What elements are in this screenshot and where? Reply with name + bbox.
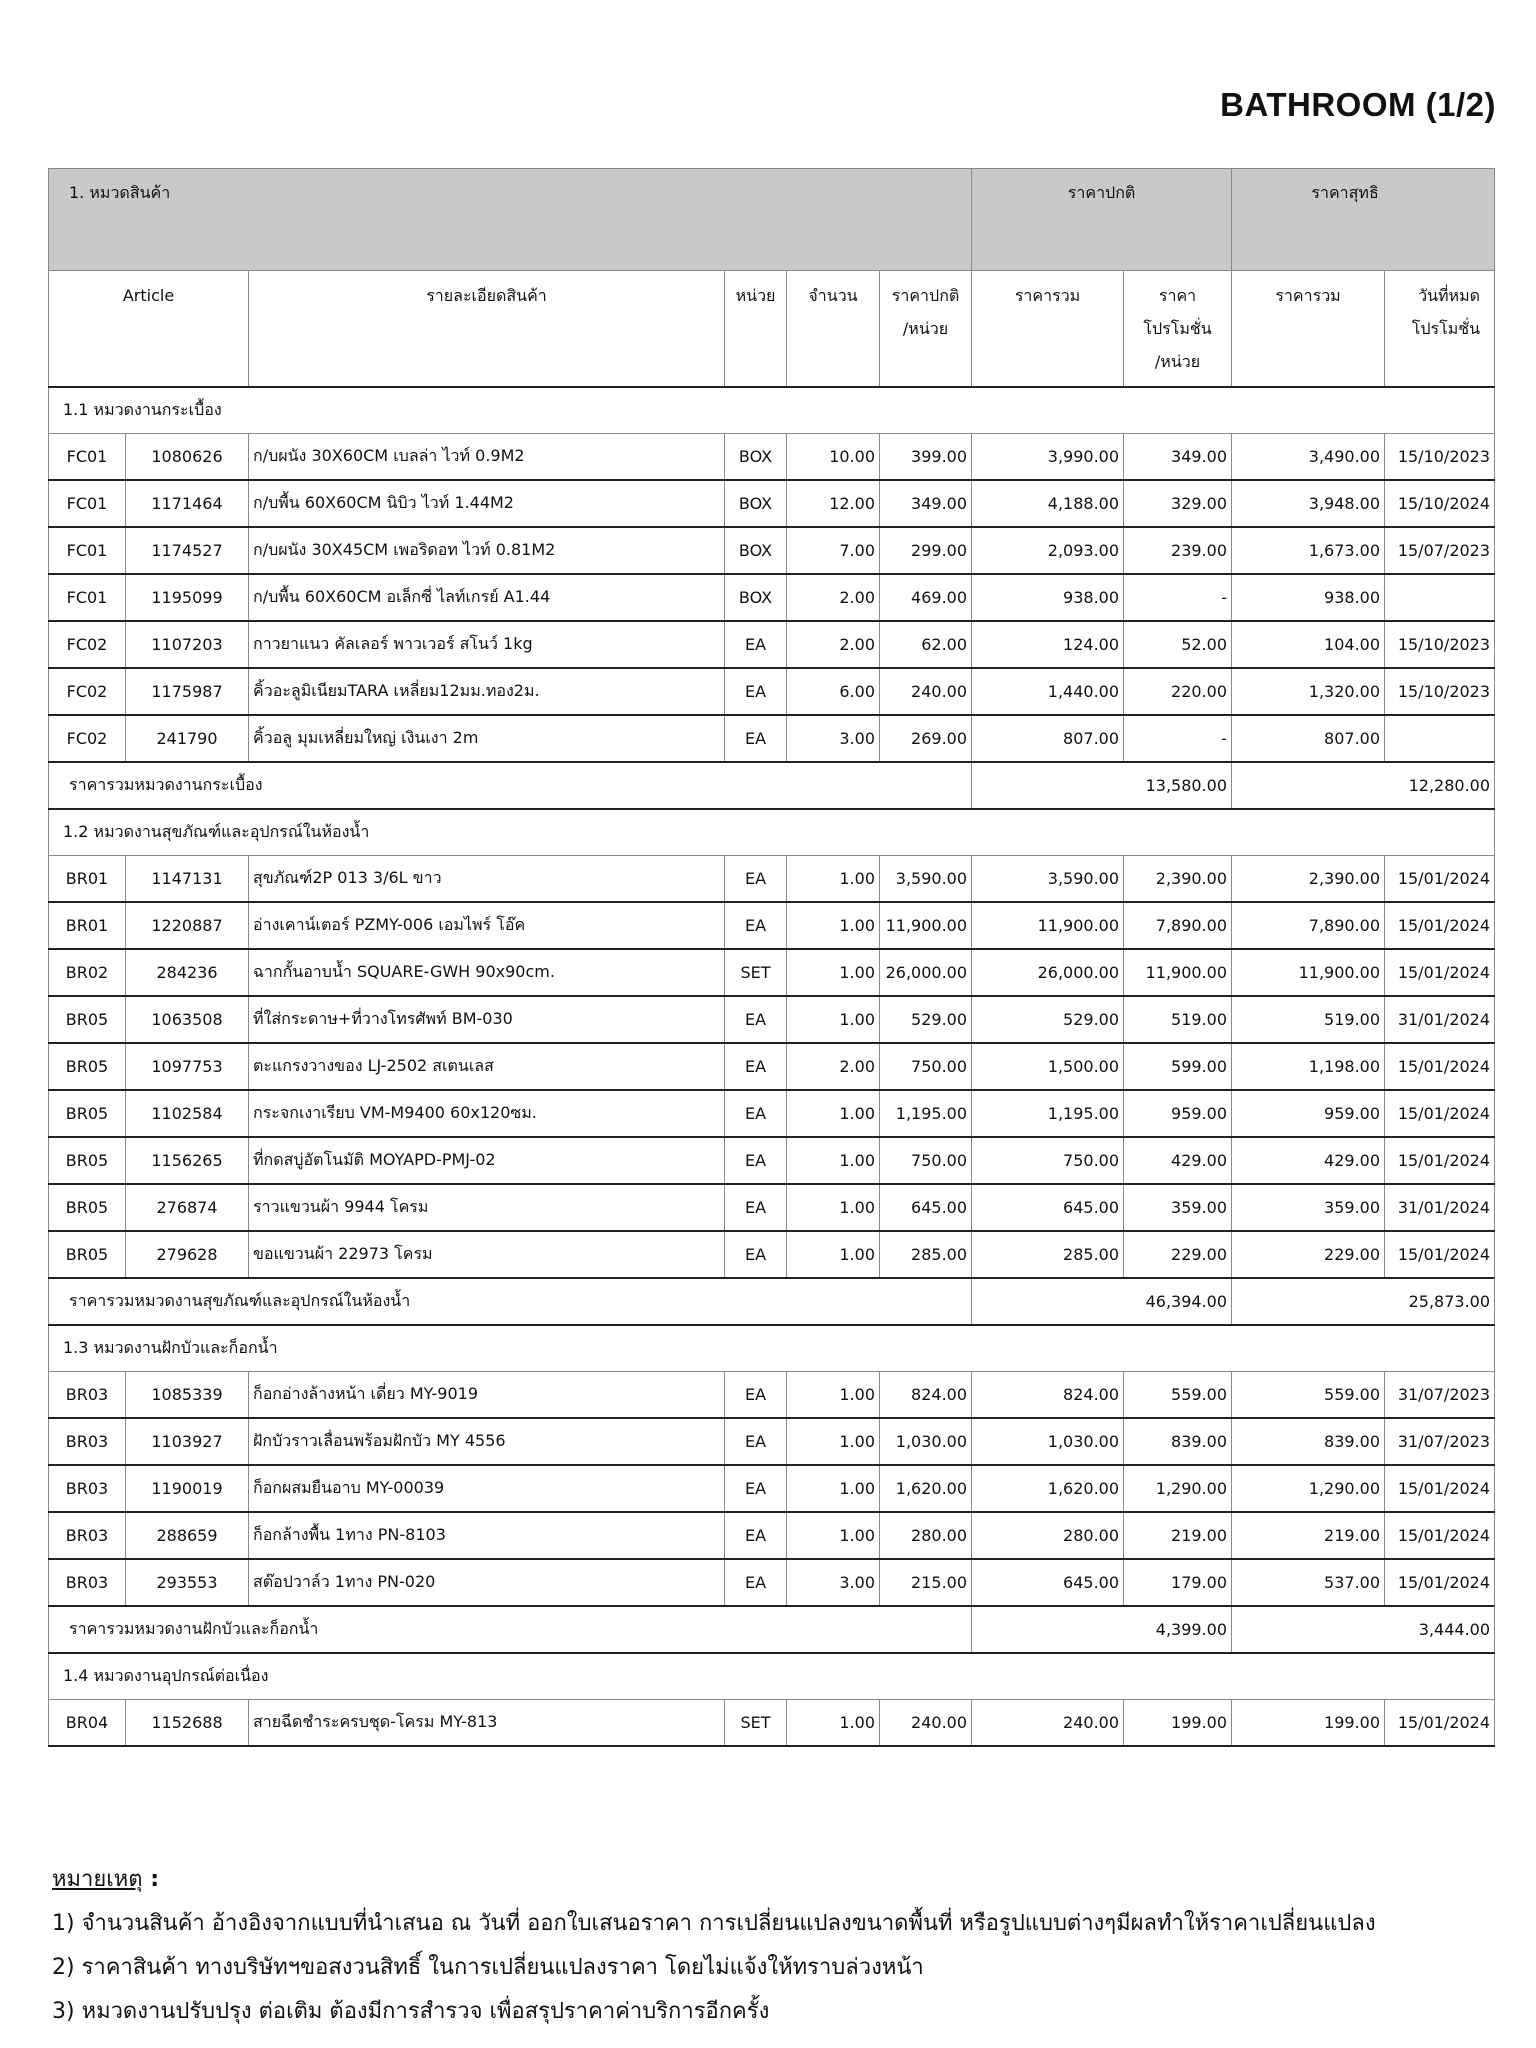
cell-total: 1,195.00 xyxy=(972,1090,1124,1137)
cell-description: สุขภัณฑ์2P 013 3/6L ขาว xyxy=(249,856,725,903)
cell-unit-price: 215.00 xyxy=(880,1559,972,1606)
cell-qty: 3.00 xyxy=(787,715,880,762)
cell-promo-total: 11,900.00 xyxy=(1232,949,1385,996)
cell-total: 3,990.00 xyxy=(972,434,1124,481)
cell-qty: 2.00 xyxy=(787,574,880,621)
table-row xyxy=(49,1512,1495,1559)
cell-code: BR03 xyxy=(49,1512,126,1559)
cell-promo-end: 15/01/2024 xyxy=(1385,1137,1495,1184)
cell-unit: EA xyxy=(725,996,787,1043)
cell-promo-price: - xyxy=(1124,574,1232,621)
cell-promo-end: 15/10/2023 xyxy=(1385,434,1495,481)
col-promo-price-l1: ราคา xyxy=(1158,286,1197,305)
cell-promo-total: 7,890.00 xyxy=(1232,902,1385,949)
cell-code: FC01 xyxy=(49,527,126,574)
cell-qty: 7.00 xyxy=(787,527,880,574)
cell-promo-end: 15/01/2024 xyxy=(1385,1700,1495,1747)
cell-code: FC02 xyxy=(49,668,126,715)
cell-total: 4,188.00 xyxy=(972,480,1124,527)
cell-promo-total: 1,320.00 xyxy=(1232,668,1385,715)
cell-promo-total: 229.00 xyxy=(1232,1231,1385,1278)
cell-promo-end: 15/01/2024 xyxy=(1385,1090,1495,1137)
cell-article: 1195099 xyxy=(126,574,249,621)
cell-unit-price: 349.00 xyxy=(880,480,972,527)
cell-unit: EA xyxy=(725,1559,787,1606)
cell-unit: EA xyxy=(725,1418,787,1465)
cell-unit: SET xyxy=(725,949,787,996)
cell-article: 1171464 xyxy=(126,480,249,527)
table-row xyxy=(49,715,1495,762)
cell-unit: BOX xyxy=(725,480,787,527)
cell-total: 529.00 xyxy=(972,996,1124,1043)
cell-qty: 1.00 xyxy=(787,1418,880,1465)
table-row xyxy=(49,668,1495,715)
subtotal-total: 4,399.00 xyxy=(972,1606,1232,1653)
cell-qty: 2.00 xyxy=(787,621,880,668)
cell-promo-total: 2,390.00 xyxy=(1232,856,1385,903)
category-header: 1. หมวดสินค้า xyxy=(49,169,972,271)
cell-unit: EA xyxy=(725,1512,787,1559)
cell-promo-total: 938.00 xyxy=(1232,574,1385,621)
cell-code: BR01 xyxy=(49,902,126,949)
cell-unit: EA xyxy=(725,902,787,949)
subtotal-total: 13,580.00 xyxy=(972,762,1232,809)
cell-description: ก/บพื้น 60X60CM นิบิว ไวท์ 1.44M2 xyxy=(249,480,725,527)
col-qty: จำนวน xyxy=(787,271,880,388)
col-promo-total: ราคารวม xyxy=(1232,271,1385,388)
cell-description: คิ้วอะลูมิเนียมTARA เหลี่ยม12มม.ทอง2ม. xyxy=(249,668,725,715)
cell-unit-price: 269.00 xyxy=(880,715,972,762)
cell-unit: EA xyxy=(725,1184,787,1231)
cell-code: FC02 xyxy=(49,715,126,762)
cell-description: ก็อกล้างพื้น 1ทาง PN-8103 xyxy=(249,1512,725,1559)
cell-promo-end: 15/01/2024 xyxy=(1385,949,1495,996)
cell-promo-price: 179.00 xyxy=(1124,1559,1232,1606)
cell-article: 1156265 xyxy=(126,1137,249,1184)
cell-qty: 1.00 xyxy=(787,1231,880,1278)
note-line: 2) ราคาสินค้า ทางบริษัทฯขอสงวนสิทธิ์ ในการเปลี่ยนแปลงราคา โดยไม่แจ้งให้ทราบล่วงหน้า xyxy=(52,1955,924,1980)
cell-total: 645.00 xyxy=(972,1184,1124,1231)
cell-description: ฝักบัวราวเลื่อนพร้อมฝักบัว MY 4556 xyxy=(249,1418,725,1465)
cell-description: ที่กดสบู่อัตโนมัติ MOYAPD-PMJ-02 xyxy=(249,1137,725,1184)
cell-total: 824.00 xyxy=(972,1372,1124,1419)
cell-promo-total: 807.00 xyxy=(1232,715,1385,762)
cell-unit: EA xyxy=(725,1465,787,1512)
column-header-row xyxy=(49,271,1495,388)
cell-qty: 1.00 xyxy=(787,902,880,949)
cell-promo-end: 31/07/2023 xyxy=(1385,1372,1495,1419)
cell-promo-price: 359.00 xyxy=(1124,1184,1232,1231)
section-header-row xyxy=(49,387,1495,434)
subtotal-promo-total: 3,444.00 xyxy=(1232,1606,1495,1653)
section-title: 1.3 หมวดงานฝักบัวและก็อกน้ำ xyxy=(49,1325,1495,1372)
table-row xyxy=(49,1465,1495,1512)
cell-promo-price: 329.00 xyxy=(1124,480,1232,527)
cell-qty: 6.00 xyxy=(787,668,880,715)
cell-unit-price: 529.00 xyxy=(880,996,972,1043)
cell-promo-total: 359.00 xyxy=(1232,1184,1385,1231)
cell-code: BR03 xyxy=(49,1418,126,1465)
cell-description: อ่างเคาน์เตอร์ PZMY-006 เอมไพร์ โอ๊ค xyxy=(249,902,725,949)
table-row xyxy=(49,856,1495,903)
table-row xyxy=(49,1184,1495,1231)
cell-code: BR01 xyxy=(49,856,126,903)
cell-promo-end: 15/01/2024 xyxy=(1385,1559,1495,1606)
page-title: BATHROOM (1/2) xyxy=(1220,86,1496,123)
cell-promo-price: 2,390.00 xyxy=(1124,856,1232,903)
cell-total: 1,620.00 xyxy=(972,1465,1124,1512)
col-unit-price-l2: /หน่วย xyxy=(902,319,949,338)
col-article: Article xyxy=(49,271,249,388)
cell-unit-price: 240.00 xyxy=(880,1700,972,1747)
table-row xyxy=(49,1559,1495,1606)
cell-description: ก/บผนัง 30X45CM เพอริดอท ไวท์ 0.81M2 xyxy=(249,527,725,574)
cell-promo-price: 7,890.00 xyxy=(1124,902,1232,949)
col-unit-price xyxy=(880,271,972,388)
cell-promo-total: 199.00 xyxy=(1232,1700,1385,1747)
cell-promo-end: 15/10/2024 xyxy=(1385,480,1495,527)
cell-qty: 1.00 xyxy=(787,1090,880,1137)
cell-promo-price: - xyxy=(1124,715,1232,762)
cell-unit-price: 240.00 xyxy=(880,668,972,715)
notes-heading: หมายเหตุ xyxy=(52,1867,143,1892)
cell-qty: 1.00 xyxy=(787,1512,880,1559)
quotation-table xyxy=(48,168,1495,1747)
cell-qty: 1.00 xyxy=(787,1184,880,1231)
notes-heading-colon: : xyxy=(142,1867,160,1892)
section-title: 1.4 หมวดงานอุปกรณ์ต่อเนื่อง xyxy=(49,1653,1495,1700)
table-row xyxy=(49,902,1495,949)
cell-article: 293553 xyxy=(126,1559,249,1606)
cell-code: BR02 xyxy=(49,949,126,996)
cell-unit-price: 3,590.00 xyxy=(880,856,972,903)
cell-promo-total: 1,673.00 xyxy=(1232,527,1385,574)
cell-qty: 1.00 xyxy=(787,856,880,903)
cell-article: 1097753 xyxy=(126,1043,249,1090)
cell-unit-price: 750.00 xyxy=(880,1137,972,1184)
cell-promo-price: 199.00 xyxy=(1124,1700,1232,1747)
cell-unit-price: 399.00 xyxy=(880,434,972,481)
subtotal-label: ราคารวมหมวดงานฝักบัวและก็อกน้ำ xyxy=(49,1606,972,1653)
cell-unit-price: 285.00 xyxy=(880,1231,972,1278)
cell-article: 288659 xyxy=(126,1512,249,1559)
cell-promo-price: 11,900.00 xyxy=(1124,949,1232,996)
cell-unit-price: 11,900.00 xyxy=(880,902,972,949)
cell-article: 1190019 xyxy=(126,1465,249,1512)
cell-unit: EA xyxy=(725,1090,787,1137)
cell-total: 750.00 xyxy=(972,1137,1124,1184)
cell-promo-total: 104.00 xyxy=(1232,621,1385,668)
cell-total: 2,093.00 xyxy=(972,527,1124,574)
cell-description: คิ้วอลู มุมเหลี่ยมใหญ่ เงินเงา 2m xyxy=(249,715,725,762)
cell-promo-price: 559.00 xyxy=(1124,1372,1232,1419)
cell-unit-price: 1,030.00 xyxy=(880,1418,972,1465)
normal-price-header: ราคาปกติ xyxy=(972,169,1232,271)
subtotal-total: 46,394.00 xyxy=(972,1278,1232,1325)
cell-description: กาวยาแนว คัลเลอร์ พาวเวอร์ สโนว์ 1kg xyxy=(249,621,725,668)
subtotal-promo-total: 25,873.00 xyxy=(1232,1278,1495,1325)
cell-total: 280.00 xyxy=(972,1512,1124,1559)
cell-promo-end xyxy=(1385,574,1495,621)
cell-code: FC01 xyxy=(49,574,126,621)
table-row xyxy=(49,1372,1495,1419)
cell-qty: 1.00 xyxy=(787,1137,880,1184)
cell-total: 645.00 xyxy=(972,1559,1124,1606)
cell-total: 1,440.00 xyxy=(972,668,1124,715)
cell-unit: EA xyxy=(725,856,787,903)
table-row xyxy=(49,434,1495,481)
cell-article: 1220887 xyxy=(126,902,249,949)
section-header-row xyxy=(49,1325,1495,1372)
cell-qty: 10.00 xyxy=(787,434,880,481)
table-row xyxy=(49,621,1495,668)
section-header-row xyxy=(49,1653,1495,1700)
cell-promo-total: 559.00 xyxy=(1232,1372,1385,1419)
cell-unit-price: 824.00 xyxy=(880,1372,972,1419)
cell-promo-end: 15/01/2024 xyxy=(1385,902,1495,949)
cell-article: 1085339 xyxy=(126,1372,249,1419)
cell-article: 276874 xyxy=(126,1184,249,1231)
header-band-row xyxy=(49,169,1495,271)
cell-code: BR03 xyxy=(49,1465,126,1512)
subtotal-label: ราคารวมหมวดงานกระเบื้อง xyxy=(49,762,972,809)
cell-unit-price: 1,195.00 xyxy=(880,1090,972,1137)
cell-total: 938.00 xyxy=(972,574,1124,621)
cell-promo-end xyxy=(1385,715,1495,762)
col-unit-price-l1: ราคาปกติ xyxy=(891,286,960,305)
cell-promo-total: 959.00 xyxy=(1232,1090,1385,1137)
col-promo-end-l2: โปรโมชั่น xyxy=(1411,319,1481,338)
subtotal-row xyxy=(49,762,1495,809)
cell-article: 1175987 xyxy=(126,668,249,715)
col-unit: หน่วย xyxy=(725,271,787,388)
cell-description: ก็อกอ่างล้างหน้า เดี่ยว MY-9019 xyxy=(249,1372,725,1419)
table-row xyxy=(49,1043,1495,1090)
cell-promo-price: 349.00 xyxy=(1124,434,1232,481)
cell-article: 1102584 xyxy=(126,1090,249,1137)
cell-promo-end: 31/07/2023 xyxy=(1385,1418,1495,1465)
cell-promo-price: 220.00 xyxy=(1124,668,1232,715)
cell-code: FC01 xyxy=(49,480,126,527)
cell-unit-price: 469.00 xyxy=(880,574,972,621)
cell-code: BR05 xyxy=(49,996,126,1043)
cell-promo-end: 15/01/2024 xyxy=(1385,1512,1495,1559)
cell-promo-end: 15/10/2023 xyxy=(1385,621,1495,668)
cell-description: ฉากกั้นอาบน้ำ SQUARE-GWH 90x90cm. xyxy=(249,949,725,996)
cell-promo-price: 229.00 xyxy=(1124,1231,1232,1278)
cell-promo-total: 3,490.00 xyxy=(1232,434,1385,481)
cell-article: 1152688 xyxy=(126,1700,249,1747)
cell-unit-price: 299.00 xyxy=(880,527,972,574)
cell-qty: 1.00 xyxy=(787,1372,880,1419)
cell-unit: EA xyxy=(725,715,787,762)
section-title: 1.2 หมวดงานสุขภัณฑ์และอุปกรณ์ในห้องน้ำ xyxy=(49,809,1495,856)
subtotal-row xyxy=(49,1606,1495,1653)
table-row xyxy=(49,1700,1495,1747)
cell-article: 1147131 xyxy=(126,856,249,903)
cell-code: BR05 xyxy=(49,1184,126,1231)
cell-description: ก/บผนัง 30X60CM เบลล่า ไวท์ 0.9M2 xyxy=(249,434,725,481)
cell-promo-end: 15/07/2023 xyxy=(1385,527,1495,574)
cell-unit: BOX xyxy=(725,434,787,481)
cell-qty: 1.00 xyxy=(787,996,880,1043)
col-total: ราคารวม xyxy=(972,271,1124,388)
cell-unit: EA xyxy=(725,1372,787,1419)
cell-promo-price: 959.00 xyxy=(1124,1090,1232,1137)
cell-promo-price: 1,290.00 xyxy=(1124,1465,1232,1512)
section-title: 1.1 หมวดงานกระเบื้อง xyxy=(49,387,1495,434)
cell-description: ขอแขวนผ้า 22973 โครม xyxy=(249,1231,725,1278)
cell-code: BR05 xyxy=(49,1231,126,1278)
table-row xyxy=(49,1418,1495,1465)
cell-promo-end: 15/01/2024 xyxy=(1385,1043,1495,1090)
cell-promo-end: 31/01/2024 xyxy=(1385,996,1495,1043)
cell-code: FC01 xyxy=(49,434,126,481)
cell-unit: EA xyxy=(725,1231,787,1278)
cell-unit: EA xyxy=(725,1137,787,1184)
cell-unit-price: 645.00 xyxy=(880,1184,972,1231)
note-line: 1) จำนวนสินค้า อ้างอิงจากแบบที่นำเสนอ ณ วันที่ ออกใบเสนอราคา การเปลี่ยนแปลงขนาดพื้นที่ หรือรูปแบบต่างๆมีผลทำให้ราคาเปลี่ยนแปลง xyxy=(52,1911,1376,1936)
table-row xyxy=(49,1231,1495,1278)
cell-promo-total: 537.00 xyxy=(1232,1559,1385,1606)
cell-code: BR03 xyxy=(49,1372,126,1419)
col-promo-price-l3: /หน่วย xyxy=(1154,352,1201,371)
cell-promo-total: 1,290.00 xyxy=(1232,1465,1385,1512)
cell-promo-price: 599.00 xyxy=(1124,1043,1232,1090)
cell-promo-end: 31/01/2024 xyxy=(1385,1184,1495,1231)
cell-promo-total: 1,198.00 xyxy=(1232,1043,1385,1090)
cell-promo-end: 15/01/2024 xyxy=(1385,1465,1495,1512)
cell-description: ก็อกผสมยืนอาบ MY-00039 xyxy=(249,1465,725,1512)
cell-description: กระจกเงาเรียบ VM-M9400 60x120ซม. xyxy=(249,1090,725,1137)
cell-promo-end: 15/01/2024 xyxy=(1385,856,1495,903)
cell-unit: EA xyxy=(725,668,787,715)
table-row xyxy=(49,1090,1495,1137)
cell-promo-total: 519.00 xyxy=(1232,996,1385,1043)
note-line: 3) หมวดงานปรับปรุง ต่อเติม ต้องมีการสำรวจ เพื่อสรุปราคาค่าบริการอีกครั้ง xyxy=(52,1999,770,2024)
cell-article: 241790 xyxy=(126,715,249,762)
col-promo-price-l2: โปรโมชั่น xyxy=(1143,319,1212,338)
cell-unit: BOX xyxy=(725,527,787,574)
col-promo-end-l1: วันที่หมด xyxy=(1418,286,1481,305)
cell-code: BR05 xyxy=(49,1043,126,1090)
cell-promo-total: 429.00 xyxy=(1232,1137,1385,1184)
cell-qty: 1.00 xyxy=(787,1700,880,1747)
cell-description: ราวแขวนผ้า 9944 โครม xyxy=(249,1184,725,1231)
cell-total: 11,900.00 xyxy=(972,902,1124,949)
cell-unit-price: 750.00 xyxy=(880,1043,972,1090)
table-row xyxy=(49,527,1495,574)
col-description: รายละเอียดสินค้า xyxy=(249,271,725,388)
cell-article: 1107203 xyxy=(126,621,249,668)
cell-promo-price: 429.00 xyxy=(1124,1137,1232,1184)
cell-unit: SET xyxy=(725,1700,787,1747)
cell-unit: EA xyxy=(725,1043,787,1090)
cell-description: ก/บพื้น 60X60CM อเล็กซี่ ไลท์เกรย์ A1.44 xyxy=(249,574,725,621)
cell-total: 26,000.00 xyxy=(972,949,1124,996)
cell-total: 3,590.00 xyxy=(972,856,1124,903)
cell-description: สต๊อปวาล์ว 1ทาง PN-020 xyxy=(249,1559,725,1606)
subtotal-row xyxy=(49,1278,1495,1325)
cell-article: 1174527 xyxy=(126,527,249,574)
subtotal-label: ราคารวมหมวดงานสุขภัณฑ์และอุปกรณ์ในห้องน้ำ xyxy=(49,1278,972,1325)
cell-code: BR04 xyxy=(49,1700,126,1747)
cell-article: 1063508 xyxy=(126,996,249,1043)
cell-qty: 12.00 xyxy=(787,480,880,527)
cell-promo-price: 519.00 xyxy=(1124,996,1232,1043)
cell-total: 240.00 xyxy=(972,1700,1124,1747)
table-row xyxy=(49,574,1495,621)
cell-qty: 2.00 xyxy=(787,1043,880,1090)
table-row xyxy=(49,949,1495,996)
cell-total: 285.00 xyxy=(972,1231,1124,1278)
net-price-header: ราคาสุทธิ xyxy=(1232,169,1495,271)
col-promo-price xyxy=(1124,271,1232,388)
cell-article: 284236 xyxy=(126,949,249,996)
cell-article: 1080626 xyxy=(126,434,249,481)
cell-unit-price: 26,000.00 xyxy=(880,949,972,996)
cell-total: 1,030.00 xyxy=(972,1418,1124,1465)
cell-unit-price: 62.00 xyxy=(880,621,972,668)
notes-block xyxy=(52,1858,1376,2034)
cell-total: 1,500.00 xyxy=(972,1043,1124,1090)
section-header-row xyxy=(49,809,1495,856)
cell-unit-price: 280.00 xyxy=(880,1512,972,1559)
table-row xyxy=(49,1137,1495,1184)
table-row xyxy=(49,996,1495,1043)
cell-promo-total: 839.00 xyxy=(1232,1418,1385,1465)
cell-promo-price: 839.00 xyxy=(1124,1418,1232,1465)
cell-description: สายฉีดชำระครบชุด-โครม MY-813 xyxy=(249,1700,725,1747)
cell-code: BR05 xyxy=(49,1137,126,1184)
cell-code: BR05 xyxy=(49,1090,126,1137)
cell-qty: 1.00 xyxy=(787,949,880,996)
cell-promo-total: 3,948.00 xyxy=(1232,480,1385,527)
cell-article: 279628 xyxy=(126,1231,249,1278)
cell-article: 1103927 xyxy=(126,1418,249,1465)
cell-code: BR03 xyxy=(49,1559,126,1606)
cell-description: ที่ใส่กระดาษ+ที่วางโทรศัพท์ BM-030 xyxy=(249,996,725,1043)
cell-promo-price: 52.00 xyxy=(1124,621,1232,668)
col-promo-end xyxy=(1385,271,1495,388)
cell-qty: 3.00 xyxy=(787,1559,880,1606)
cell-promo-price: 219.00 xyxy=(1124,1512,1232,1559)
cell-description: ตะแกรงวางของ LJ-2502 สเตนเลส xyxy=(249,1043,725,1090)
cell-promo-total: 219.00 xyxy=(1232,1512,1385,1559)
cell-code: FC02 xyxy=(49,621,126,668)
cell-unit: EA xyxy=(725,621,787,668)
cell-promo-price: 239.00 xyxy=(1124,527,1232,574)
subtotal-promo-total: 12,280.00 xyxy=(1232,762,1495,809)
table-row xyxy=(49,480,1495,527)
cell-unit: BOX xyxy=(725,574,787,621)
cell-total: 807.00 xyxy=(972,715,1124,762)
cell-total: 124.00 xyxy=(972,621,1124,668)
notes-heading-line xyxy=(52,1858,1376,1902)
cell-promo-end: 15/10/2023 xyxy=(1385,668,1495,715)
cell-unit-price: 1,620.00 xyxy=(880,1465,972,1512)
cell-qty: 1.00 xyxy=(787,1465,880,1512)
cell-promo-end: 15/01/2024 xyxy=(1385,1231,1495,1278)
